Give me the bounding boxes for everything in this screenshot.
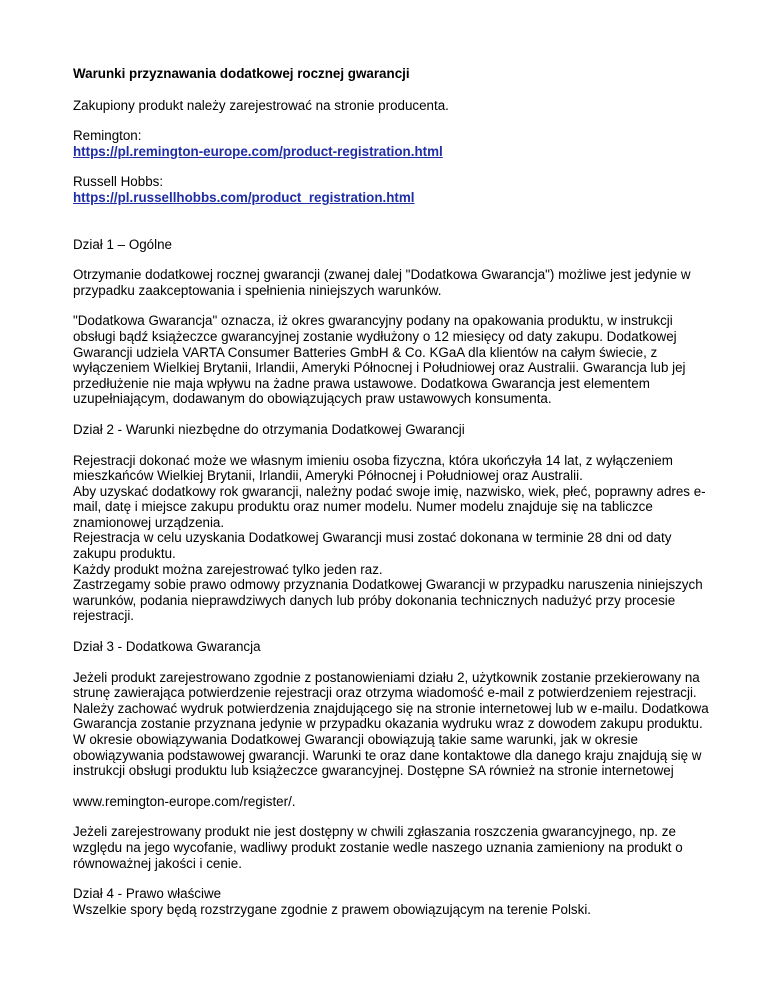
intro-text: Zakupiony produkt należy zarejestrować na stronie producenta. [73, 97, 449, 113]
remington-block [73, 128, 713, 159]
section-4-heading: Dział 4 - Prawo właściwe [73, 886, 222, 902]
section-2-paragraph-5: Zastrzegamy sobie prawo odmowy przyznania Dodatkowej Gwarancji w przypadku naruszenia niniejszych warunków, podania nieprawdziwych danych lub próby dokonania technicznych nadużyć przy procesie rejestracji. [73, 577, 703, 624]
document-page [73, 66, 713, 917]
section-1-paragraph-1: Otrzymanie dodatkowej rocznej gwarancji (zwanej dalej "Dodatkowa Gwarancja") możliwe jest jedynie w przypadku zaakceptowania i spełnienia niniejszych warunków. [73, 267, 691, 298]
remington-label: Remington: [73, 128, 142, 144]
section-1-paragraph-2: "Dodatkowa Gwarancja" oznacza, iż okres gwarancyjny podany na opakowania produktu, w instrukcji obsługi bądź książeczce gwarancyjnej zostanie wydłużony o 12 miesięcy od daty zakupu. Dodatkowej Gwarancji udziela VARTA Consumer Batteries GmbH & Co. KGaA dla klientów na całym świecie, z wyłączeniem Wielkiej Brytanii, Irlandii, Ameryki Północnej i Południowej oraz Australii. Gwarancja lub jej przedłużenie nie maja wpływu na żadne prawa ustawowe. Dodatkowa Gwarancja jest elementem uzupełniającym, dodawanym do obowiązujących praw ustawowych konsumenta. [73, 313, 686, 407]
section-2-paragraph-3: Rejestracja w celu uzyskania Dodatkowej Gwarancji musi zostać dokonana w terminie 28 dni od daty zakupu produktu. [73, 530, 672, 562]
document-title: Warunki przyznawania dodatkowej rocznej gwarancji [73, 66, 410, 81]
section-2-heading: Dział 2 - Warunki niezbędne do otrzymania Dodatkowej Gwarancji [73, 421, 465, 437]
russell-hobbs-block [73, 174, 713, 205]
section-2-paragraph-4: Każdy produkt można zarejestrować tylko jeden raz. [73, 561, 383, 577]
section-3-paragraph-2: Jeżeli zarejestrowany produkt nie jest dostępny w chwili zgłaszania roszczenia gwarancyjnego, np. ze względu na jego wycofanie, wadliwy produkt zostanie wedle naszego uznania zamieniony na produkt o równoważnej jakości i cenie. [73, 824, 683, 871]
section-4-paragraph-1: Wszelkie spory będą rozstrzygane zgodnie z prawem obowiązującym na terenie Polski. [73, 901, 592, 917]
russell-hobbs-label: Russell Hobbs: [73, 174, 164, 190]
section-3-paragraph-1: Jeżeli produkt zarejestrowano zgodnie z postanowieniami działu 2, użytkownik zostanie przekierowany na strunę zawierająca potwierdzenie rejestracji oraz otrzyma wiadomość e-mail z potwierdzeniem rejestracji. Należy zachować wydruk potwierdzenia znajdującego się na stronie internetowej lub w e-mailu. Dodatkowa Gwarancja zostanie przyznana jedynie w przypadku okazania wydruku wraz z dowodem zakupu produktu. W okresie obowiązywania Dodatkowej Gwarancji obowiązują takie same warunki, jak w okresie obowiązywania podstawowej gwarancji. Warunki te oraz dane kontaktowe dla danego kraju znajdują się w instrukcji obsługi produktu lub książeczce gwarancyjnej. Dostępne SA również na stronie internetowej [73, 669, 709, 779]
section-2-paragraph-2: Aby uzyskać dodatkowy rok gwarancji, należny podać swoje imię, nazwisko, wiek, płeć, poprawny adres e-mail, datę i miejsce zakupu produktu oraz numer modelu. Numer modelu znajduje się na tabliczce znamionowej urządzenia. [73, 483, 706, 530]
remington-registration-link[interactable]: https://pl.remington-europe.com/product-registration.html [73, 143, 443, 159]
russell-hobbs-registration-link[interactable]: https://pl.russellhobbs.com/product_registration.html [73, 189, 415, 205]
section-2-paragraph-1: Rejestracji dokonać może we własnym imieniu osoba fizyczna, która ukończyła 14 lat, z wyłączeniem mieszkańców Wielkiej Brytanii, Irlandii, Ameryki Północnej i Południowej oraz Australii. [73, 452, 673, 484]
register-url-text: www.remington-europe.com/register/. [73, 793, 296, 809]
section-3-heading: Dział 3 - Dodatkowa Gwarancja [73, 639, 261, 655]
section-1-heading: Dział 1 – Ogólne [73, 236, 172, 252]
